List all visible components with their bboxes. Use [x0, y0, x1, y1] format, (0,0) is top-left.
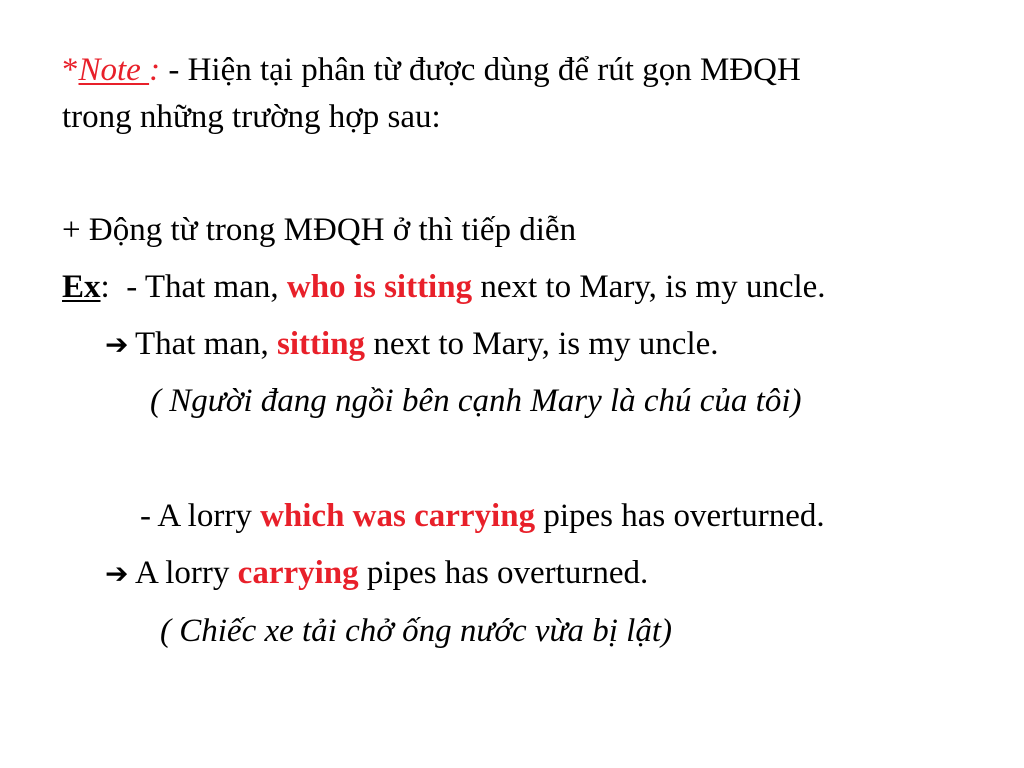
- example-1-translation: [150, 381, 802, 421]
- example-1-reduced-prefix: That man,: [135, 326, 278, 362]
- ex-colon: :: [100, 269, 110, 305]
- note-line-1: [62, 50, 801, 90]
- note-line-2: [62, 97, 441, 137]
- example-1-suffix: next to Mary, is my uncle.: [472, 269, 826, 305]
- example-2-reduced-suffix: pipes has overturned.: [358, 555, 649, 591]
- arrow-right-icon: ➔: [105, 328, 129, 361]
- example-1-reduced-suffix: next to Mary, is my uncle.: [365, 326, 719, 362]
- example-2-reduced-prefix: A lorry: [135, 555, 238, 591]
- ex-label: Ex: [62, 269, 101, 305]
- example-1-line: [62, 267, 826, 307]
- arrow-right-icon: ➔: [105, 557, 129, 590]
- example-2-reduced-line: [105, 553, 648, 594]
- rule-text: + Động từ trong MĐQH ở thì tiếp diễn: [62, 212, 577, 248]
- example-2-suffix: pipes has overturned.: [535, 498, 825, 534]
- example-2-prefix: - A lorry: [140, 498, 261, 534]
- rule-line: [62, 210, 576, 250]
- example-1-highlight: who is sitting: [286, 269, 473, 305]
- example-1-translation-text: ( Người đang ngồi bên cạnh Mary là chú của tôi): [150, 383, 802, 419]
- example-1-reduced-line: [105, 324, 719, 365]
- example-1-reduced-highlight: sitting: [277, 326, 366, 362]
- example-2-translation: [160, 611, 672, 651]
- note-label: Note: [78, 52, 150, 88]
- note-text-line-2: trong những trường hợp sau:: [62, 99, 441, 135]
- example-1-prefix: - That man,: [109, 269, 287, 305]
- note-colon: :: [149, 52, 161, 88]
- example-2-reduced-highlight: carrying: [237, 555, 359, 591]
- note-text-line-1: - Hiện tại phân từ được dùng để rút gọn MĐQH: [160, 52, 801, 88]
- note-star: *: [62, 52, 79, 88]
- example-2-translation-text: ( Chiếc xe tải chở ống nước vừa bị lật): [160, 613, 672, 649]
- example-2-line: [140, 496, 825, 536]
- example-2-highlight: which was carrying: [260, 498, 536, 534]
